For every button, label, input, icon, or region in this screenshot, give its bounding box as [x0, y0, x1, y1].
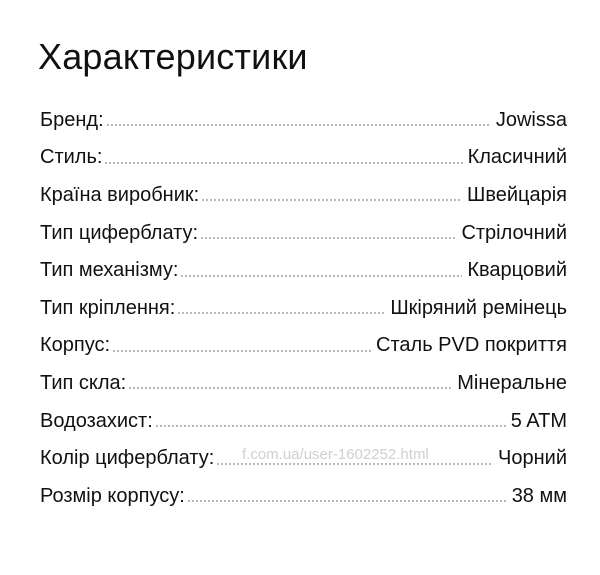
spec-value-dial-type: Стрілочний	[461, 221, 567, 244]
spec-label-glass: Тип скла:	[40, 371, 127, 394]
spec-value-dial-color: Чорний	[498, 447, 567, 470]
spec-label-strap: Тип кріплення:	[40, 296, 176, 319]
dotted-leader	[216, 463, 493, 465]
spec-row-glass	[40, 364, 567, 402]
spec-value-case-size: 38 мм	[511, 484, 567, 507]
spec-value-glass: Мінеральне	[457, 371, 567, 394]
spec-row-style	[40, 139, 567, 177]
dotted-leader	[155, 425, 506, 427]
spec-label-style: Стиль:	[40, 146, 103, 169]
spec-row-country	[40, 176, 567, 214]
dotted-leader	[112, 350, 371, 352]
spec-value-water-resistance: 5 ATM	[510, 409, 567, 432]
spec-label-case: Корпус:	[40, 334, 111, 357]
spec-value-strap: Шкіряний ремінець	[390, 296, 567, 319]
dotted-leader	[106, 124, 491, 126]
dotted-leader	[177, 312, 385, 314]
spec-row-strap	[40, 289, 567, 327]
dotted-leader	[180, 275, 462, 277]
characteristics-list	[40, 101, 567, 515]
spec-value-case: Сталь PVD покриття	[376, 334, 567, 357]
spec-label-dial-color: Колір циферблату:	[40, 447, 215, 470]
spec-row-brand	[40, 101, 567, 139]
dotted-leader	[201, 199, 462, 201]
spec-value-style: Класичний	[467, 146, 567, 169]
spec-label-case-size: Розмір корпусу:	[40, 484, 185, 507]
spec-value-country: Швейцарія	[467, 183, 567, 206]
dotted-leader	[200, 237, 456, 239]
spec-row-movement	[40, 251, 567, 289]
spec-label-country: Країна виробник:	[40, 183, 200, 206]
spec-value-movement: Кварцовий	[467, 259, 567, 282]
watermark-text: f.com.ua/user-1602252.html	[242, 446, 429, 463]
spec-row-water-resistance	[40, 402, 567, 440]
spec-label-movement: Тип механізму:	[40, 259, 179, 282]
spec-label-water-resistance: Водозахист:	[40, 409, 153, 432]
dotted-leader	[128, 387, 452, 389]
spec-row-case	[40, 327, 567, 365]
spec-value-brand: Jowissa	[495, 108, 567, 131]
spec-row-case-size	[40, 477, 567, 515]
spec-label-brand: Бренд:	[40, 108, 104, 131]
dotted-leader	[104, 162, 462, 164]
spec-label-dial-type: Тип циферблату:	[40, 221, 199, 244]
page-title: Характеристики	[38, 36, 308, 77]
dotted-leader	[187, 500, 507, 502]
spec-row-dial-color	[40, 439, 567, 477]
spec-row-dial-type	[40, 214, 567, 252]
